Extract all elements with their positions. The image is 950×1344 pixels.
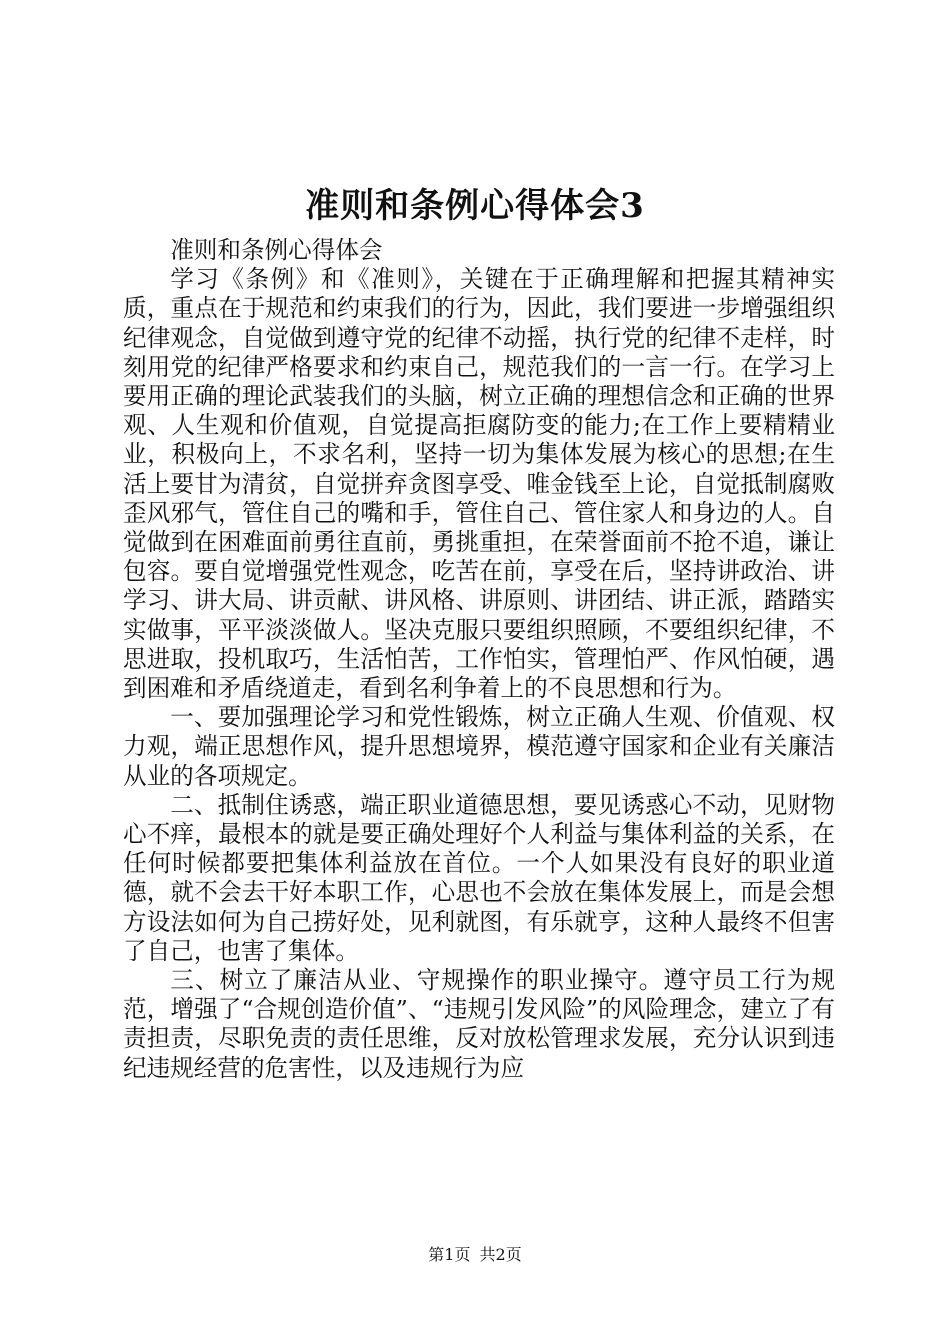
paragraph-point-1: 一、要加强理论学习和党性锻炼，树立正确人生观、价值观、权力观，端正思想作风，提升思想境界，模范遵守国家和企业有关廉洁从业的各项规定。: [123, 703, 835, 790]
page-footer: [0, 1243, 950, 1267]
paragraph-point-2: 二、抵制住诱惑，端正职业道德思想，要见诱惑心不动，见财物心不痒，最根本的就是要正确处理好个人利益与集体利益的关系，在任何时候都要把集体利益放在首位。一个人如果没有良好的职业道德，就不会去干好本职工作，心思也不会放在集体发展上，而是会想方设法如何为自己捞好处，见利就图，有乐就亨，这种人最终不但害了自己，也害了集体。: [123, 790, 835, 965]
paragraph-point-3: 三、树立了廉洁从业、守规操作的职业操守。遵守员工行为规范，增强了“合规创造价值”、“违规引发风险”的风险理念，建立了有责担责，尽职免责的责任思维，反对放松管理求发展，充分认识到违纪违规经营的危害性，以及违规行为应: [123, 966, 835, 1082]
document-body: [123, 236, 835, 1083]
page-number: 第1页: [428, 1245, 471, 1264]
page-total: 共2页: [479, 1245, 522, 1264]
paragraph-intro: 学习《条例》和《准则》，关键在于正确理解和把握其精神实质，重点在于规范和约束我们的行为，因此，我们要进一步增强组织纪律观念，自觉做到遵守党的纪律不动摇，执行党的纪律不走样，时刻用党的纪律严格要求和约束自己，规范我们的一言一行。在学习上要用正确的理论武装我们的头脑，树立正确的理想信念和正确的世界观、人生观和价值观，自觉提高拒腐防变的能力;在工作上要精精业业，积极向上，不求名利，坚持一切为集体发展为核心的思想;在生活上要甘为清贫，自觉拼弃贪图享受、唯金钱至上论，自觉抵制腐败歪风邪气，管住自己的嘴和手，管住自己、管住家人和身边的人。自觉做到在困难面前勇往直前，勇挑重担，在荣誉面前不抢不追，谦让包容。要自觉增强党性观念，吃苦在前，享受在后，坚持讲政治、讲学习、讲大局、讲贡献、讲风格、讲原则、讲团结、讲正派，踏踏实实做事，平平淡淡做人。坚决克服只要组织照顾，不要组织纪律，不思进取，投机取巧，生活怕苦，工作怕实，管理怕严、作风怕硬，遇到困难和矛盾绕道走，看到名利争着上的不良思想和行为。: [123, 265, 835, 703]
page-title: 准则和条例心得体会3: [305, 186, 645, 226]
subtitle-paragraph: 准则和条例心得体会: [170, 236, 383, 264]
